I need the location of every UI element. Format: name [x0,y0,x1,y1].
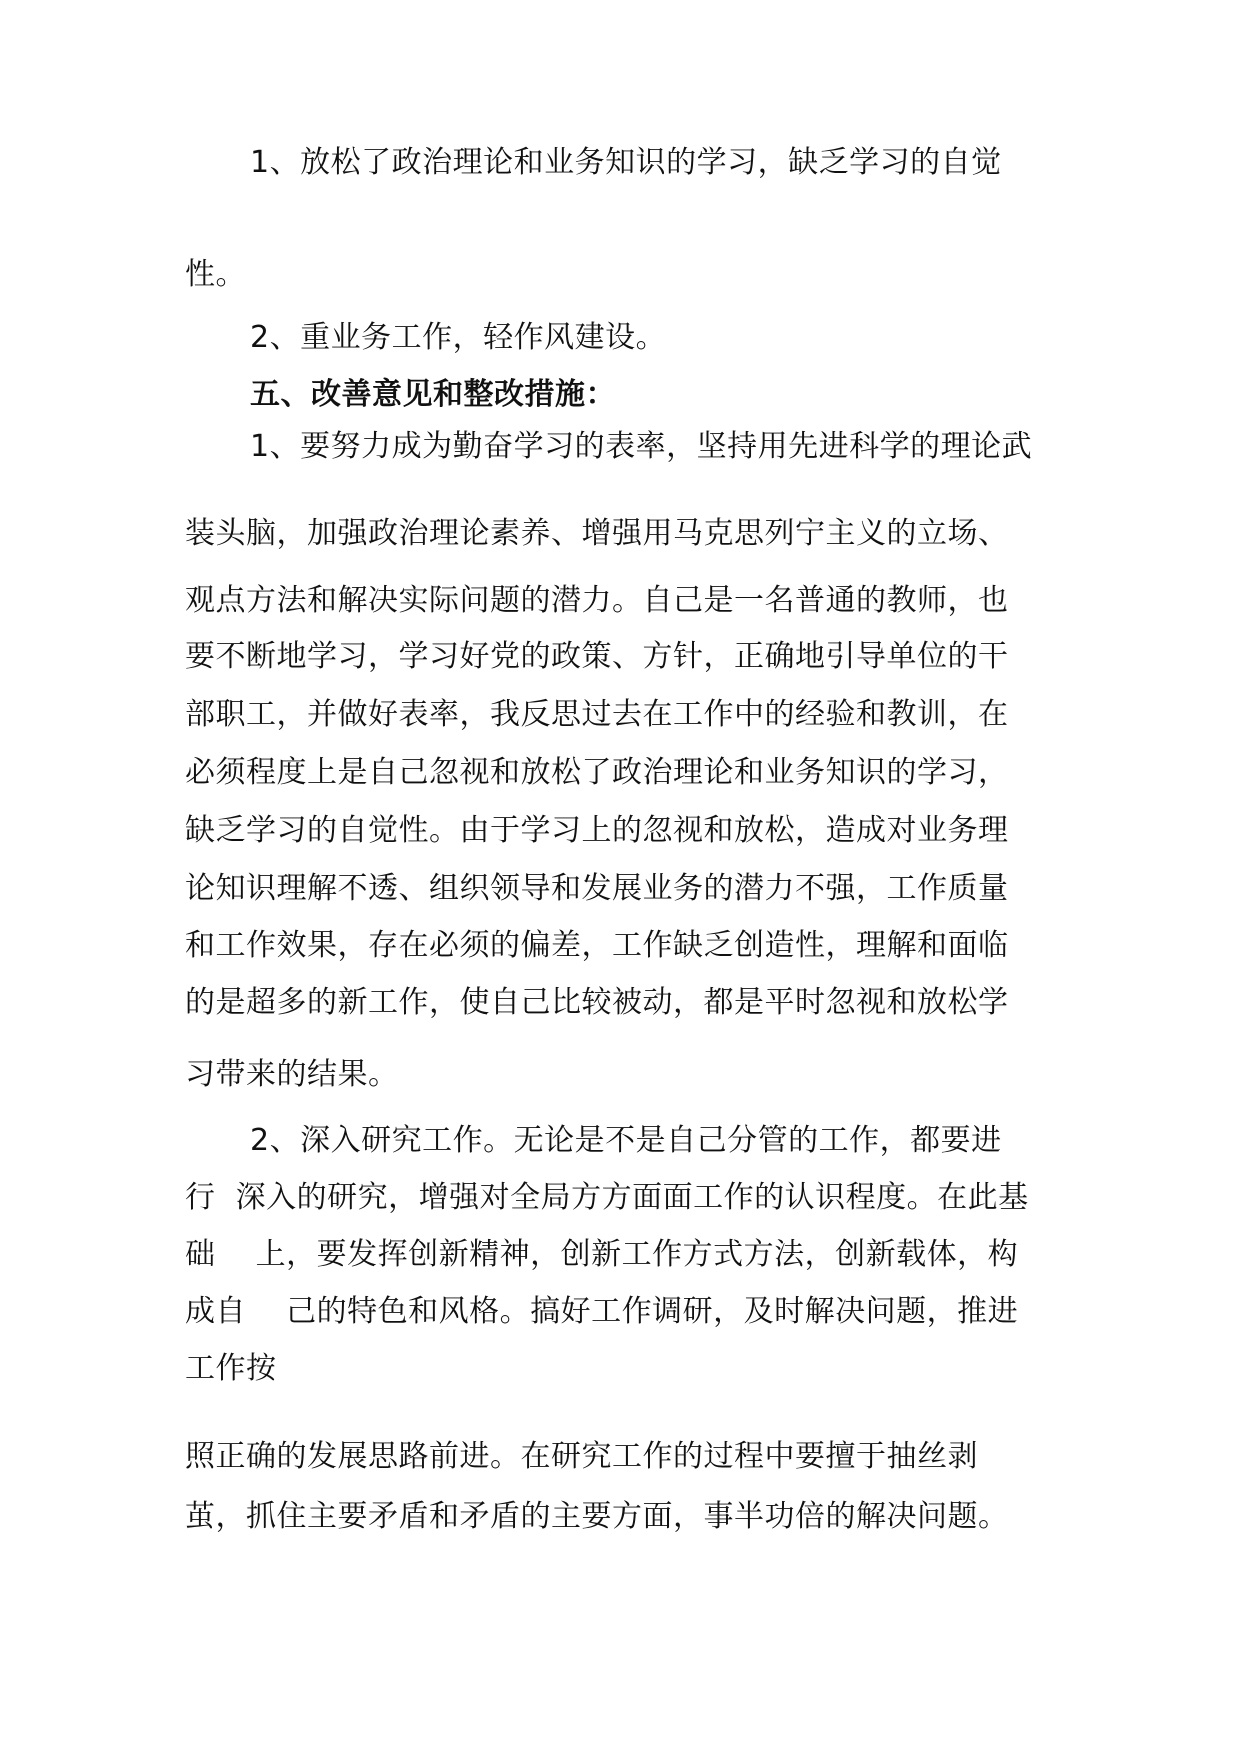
paragraph-line: 2、深入研究工作。无论是不是自己分管的工作，都要进 [250,1123,1002,1158]
section-heading: 五、改善意见和整改措施： [250,377,616,412]
paragraph-line: 的是超多的新工作，使自己比较被动，都是平时忽视和放松学 [185,985,1009,1020]
paragraph-line: 成自 己的特色和风格。搞好工作调研，及时解决问题，推进 [185,1294,1019,1329]
paragraph-line: 2、重业务工作，轻作风建设。 [250,320,667,355]
paragraph-line: 必须程度上是自己忽视和放松了政治理论和业务知识的学习， [185,755,1009,790]
paragraph-line: 论知识理解不透、组织领导和发展业务的潜力不强，工作质量 [185,871,1009,906]
paragraph-line: 部职工，并做好表率，我反思过去在工作中的经验和教训，在 [185,697,1009,732]
paragraph-line: 1、要努力成为勤奋学习的表率，坚持用先进科学的理论武 [250,429,1033,464]
paragraph-line: 工作按 [185,1351,277,1386]
paragraph-line: 茧，抓住主要矛盾和矛盾的主要方面，事半功倍的解决问题。 [185,1499,1009,1534]
paragraph-line: 照正确的发展思路前进。在研究工作的过程中要擅于抽丝剥 [185,1439,978,1474]
paragraph-line: 要不断地学习，学习好党的政策、方针，正确地引导单位的干 [185,639,1009,674]
paragraph-line: 础 上，要发挥创新精神，创新工作方式方法，创新载体，构 [185,1237,1019,1272]
paragraph-line: 行 深入的研究，增强对全局方方面面工作的认识程度。在此基 [185,1180,1029,1215]
paragraph-line: 缺乏学习的自觉性。由于学习上的忽视和放松，造成对业务理 [185,813,1009,848]
paragraph-line: 性。 [185,257,246,292]
paragraph-line: 观点方法和解决实际问题的潜力。自己是一名普通的教师，也 [185,583,1009,618]
paragraph-line: 装头脑，加强政治理论素养、增强用马克思列宁主义的立场、 [185,516,1009,551]
paragraph-line: 1、放松了政治理论和业务知识的学习，缺乏学习的自觉 [250,145,1002,180]
paragraph-line: 习带来的结果。 [185,1057,399,1092]
paragraph-line: 和工作效果，存在必须的偏差，工作缺乏创造性，理解和面临 [185,928,1009,963]
